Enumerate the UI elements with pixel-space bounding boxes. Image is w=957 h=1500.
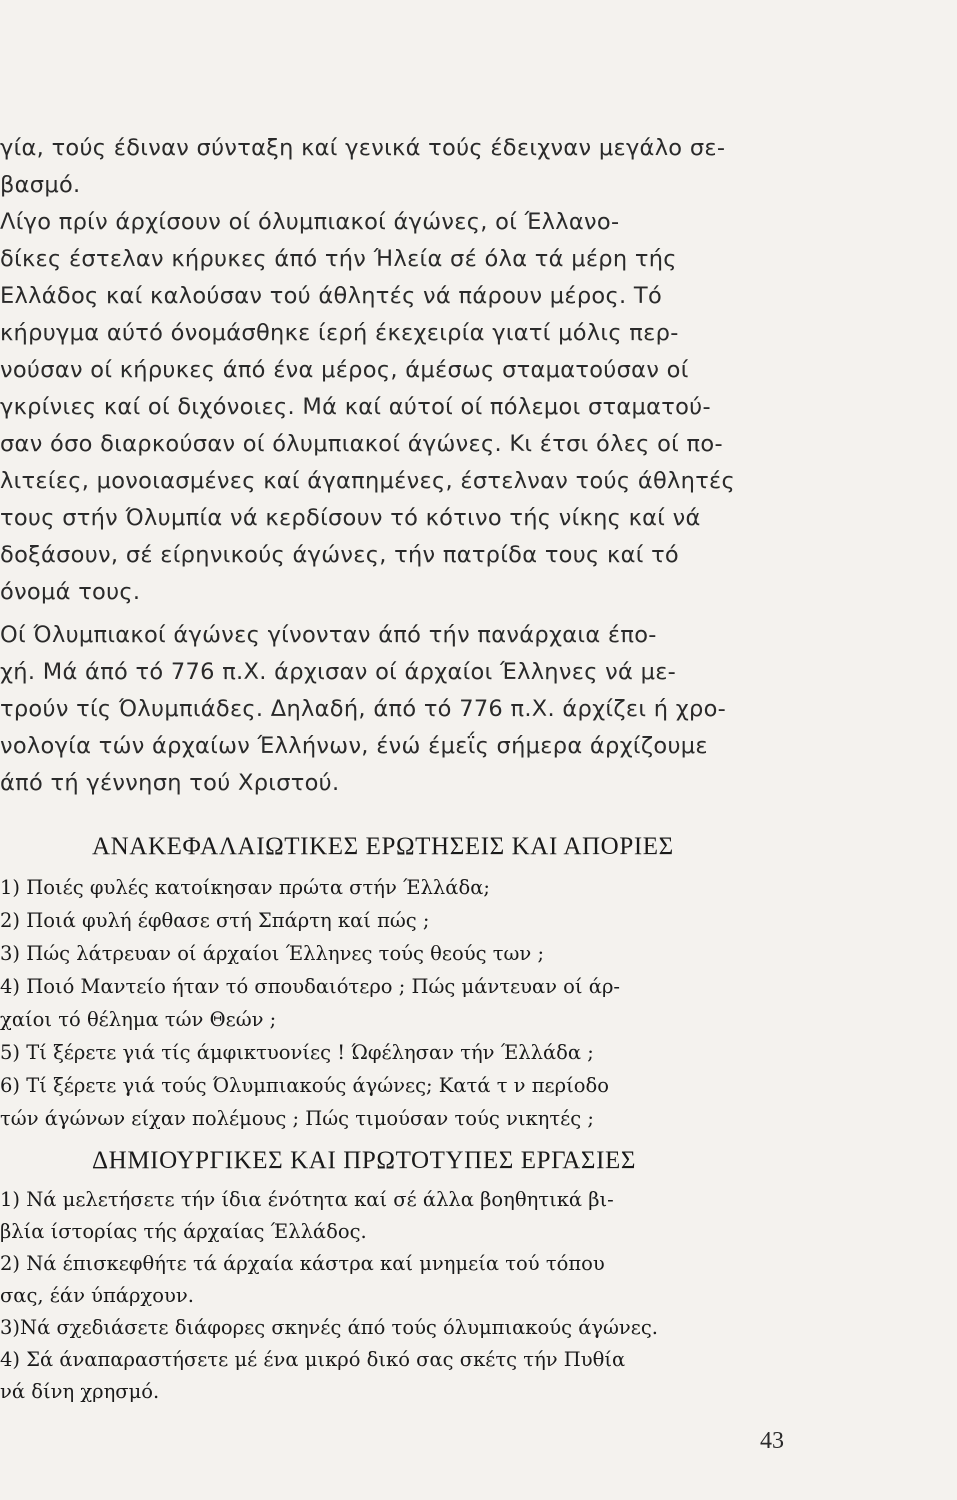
question-line: 4) Ποιό Μαντείο ήταν τό σπουδαιότερο ; Πώς μάντευαν οί άρ-	[0, 975, 620, 998]
task-line: 4) Σά άναπαραστήσετε μέ ένα μικρό δικό σας σκέτς τήν Πυθία	[0, 1348, 626, 1371]
text-line: τους στήν Όλυμπία νά κερδίσουν τό κότινο τής νίκης καί νά	[0, 505, 701, 531]
text-line: λιτείες, μονοιασμένες καί άγαπημένες, έστελναν τούς άθλητές	[0, 468, 736, 494]
task-line: σας, έάν ύπάρχουν.	[0, 1284, 194, 1307]
text-line: κήρυγμα αύτό όνομάσθηκε ίερή έκεχειρία γιατί μόλις περ-	[0, 320, 679, 346]
text-line: γκρίνιες καί οί διχόνοιες. Μά καί αύτοί οί πόλεμοι σταματού-	[0, 394, 711, 420]
text-line: σαν όσο διαρκούσαν οί όλυμπιακοί άγώνες. Κι έτσι όλες οί πο-	[0, 431, 723, 457]
task-line: νά δίνη χρησμό.	[0, 1380, 160, 1403]
page-number: 43	[760, 1428, 784, 1454]
question-line: 6) Τί ξέρετε γιά τούς Όλυμπιακούς άγώνες; Κατά τ ν περίοδο	[0, 1074, 609, 1097]
task-line: 3)Νά σχεδιάσετε διάφορες σκηνές άπό τούς όλυμπιακούς άγώνες.	[0, 1316, 659, 1339]
text-line: βασμό.	[0, 172, 81, 198]
question-line: 2) Ποιά φυλή έφθασε στή Σπάρτη καί πώς ;	[0, 909, 430, 932]
question-line: χαίοι τό θέλημα τών Θεών ;	[0, 1008, 277, 1031]
text-line: Ελλάδος καί καλούσαν τού άθλητές νά πάρουν μέρος. Τό	[0, 283, 663, 309]
question-line: 1) Ποιές φυλές κατοίκησαν πρώτα στήν Έλλάδα;	[0, 876, 490, 899]
task-line: βλία ίστορίας τής άρχαίας Έλλάδος.	[0, 1220, 367, 1243]
question-line: 3) Πώς λάτρευαν οί άρχαίοι Έλληνες τούς θεούς των ;	[0, 942, 545, 965]
text-line: Λίγο πρίν άρχίσουν οί όλυμπιακοί άγώνες, οί Έλλανο-	[0, 209, 620, 235]
text-line: τρούν τίς Όλυμπιάδες. Δηλαδή, άπό τό 776 π.Χ. άρχίζει ή χρο-	[0, 696, 727, 722]
text-line: νολογία τών άρχαίων Έλλήνων, ένώ έμεΐς σήμερα άρχίζουμε	[0, 733, 708, 759]
text-line: χή. Μά άπό τό 776 π.Χ. άρχισαν οί άρχαίοι Έλληνες νά με-	[0, 659, 677, 685]
question-line: 5) Τί ξέρετε γιά τίς άμφικτυονίες ! Ώφέλησαν τήν Έλλάδα ;	[0, 1041, 594, 1064]
task-line: 1) Νά μελετήσετε τήν ίδια ένότητα καί σέ άλλα βοηθητικά βι-	[0, 1188, 614, 1211]
text-line: δοξάσουν, σέ είρηνικούς άγώνες, τήν πατρίδα τους καί τό	[0, 542, 679, 568]
text-line: δίκες έστελαν κήρυκες άπό τήν Ήλεία σέ όλα τά μέρη τής	[0, 246, 677, 272]
creative-heading: ΔΗΜΙΟΥΡΓΙΚΕΣ ΚΑΙ ΠΡΩΤΟΤΥΠΕΣ ΕΡΓΑΣΙΕΣ	[92, 1147, 637, 1174]
text-line: νούσαν οί κήρυκες άπό ένα μέρος, άμέσως σταματούσαν οί	[0, 357, 689, 383]
task-line: 2) Νά έπισκεφθήτε τά άρχαία κάστρα καί μνημεία τού τόπου	[0, 1252, 605, 1275]
text-line: όνομά τους.	[0, 579, 141, 605]
question-line: τών άγώνων είχαν πολέμους ; Πώς τιμούσαν τούς νικητές ;	[0, 1107, 594, 1130]
text-line: άπό τή γέννηση τού Χριστού.	[0, 770, 340, 796]
text-line: Οί Όλυμπιακοί άγώνες γίνονταν άπό τήν πανάρχαια έπο-	[0, 622, 657, 648]
review-heading: ΑΝΑΚΕΦΑΛΑΙΩΤΙΚΕΣ ΕΡΩΤΗΣΕΙΣ ΚΑΙ ΑΠΟΡΙΕΣ	[92, 833, 674, 860]
text-line: γία, τούς έδιναν σύνταξη καί γενικά τούς έδειχναν μεγάλο σε-	[0, 135, 726, 161]
